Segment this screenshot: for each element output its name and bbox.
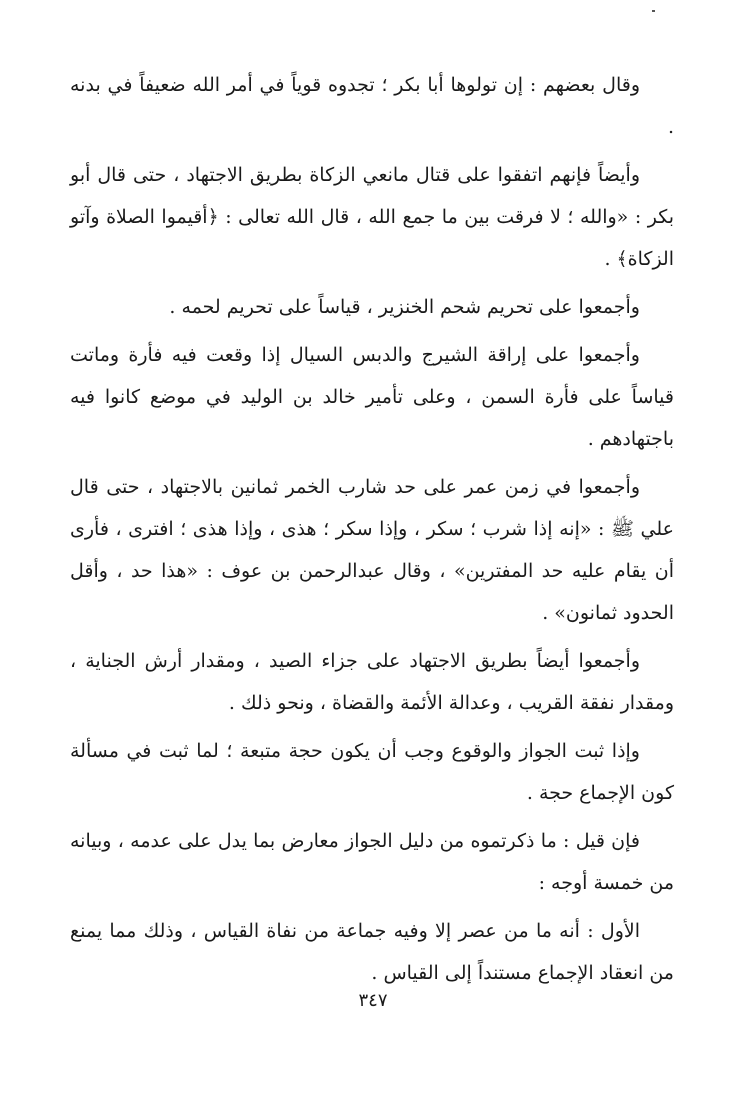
paragraph: الأول : أنه ما من عصر إلا وفيه جماعة من نفاة القياس ، وذلك مما يمنع من انعقاد الإجماع مستنداً إلى القياس . <box>70 920 674 984</box>
paragraph: وأجمعوا في زمن عمر على حد شارب الخمر ثمانين بالاجتهاد ، حتى قال علي ﷺ : «إنه إذا شرب ؛ سكر ، وإذا سكر ؛ هذى ، وإذا هذى ؛ افترى ، فأرى أن يقام عليه حد المفترين» ، وقال عبدالرحمن بن عوف : «هذا حد ، وأقل الحدود ثمانون» . <box>70 476 674 624</box>
page-number: ٣٤٧ <box>358 990 388 1011</box>
paragraph: وأيضاً فإنهم اتفقوا على قتال مانعي الزكاة بطريق الاجتهاد ، حتى قال أبو بكر : «والله ؛ لا فرقت بين ما جمع الله ، قال الله تعالى : ﴿أقيموا الصلاة وآتو الزكاة﴾ . <box>70 164 674 270</box>
paragraph: فإن قيل : ما ذكرتموه من دليل الجواز معارض بما يدل على عدمه ، وبيانه من خمسة أوجه : <box>70 830 674 894</box>
paragraph: وأجمعوا أيضاً بطريق الاجتهاد على جزاء الصيد ، ومقدار أرش الجناية ، ومقدار نفقة القريب ، وعدالة الأئمة والقضاة ، ونحو ذلك . <box>70 650 674 714</box>
paragraph: وقال بعضهم : إن تولوها أبا بكر ؛ تجدوه قوياً في أمر الله ضعيفاً في بدنه . <box>70 74 674 138</box>
page-body <box>70 64 674 1000</box>
corner-mark <box>652 10 655 12</box>
paragraph: وأجمعوا على إراقة الشيرج والدبس السيال إذا وقعت فيه فأرة وماتت قياساً على فأرة السمن ، وعلى تأمير خالد بن الوليد في موضع كانوا فيه باجتهادهم . <box>70 344 674 450</box>
paragraph: وإذا ثبت الجواز والوقوع وجب أن يكون حجة متبعة ؛ لما ثبت في مسألة كون الإجماع حجة . <box>70 740 674 804</box>
paragraph: وأجمعوا على تحريم شحم الخنزير ، قياساً على تحريم لحمه . <box>169 296 640 318</box>
